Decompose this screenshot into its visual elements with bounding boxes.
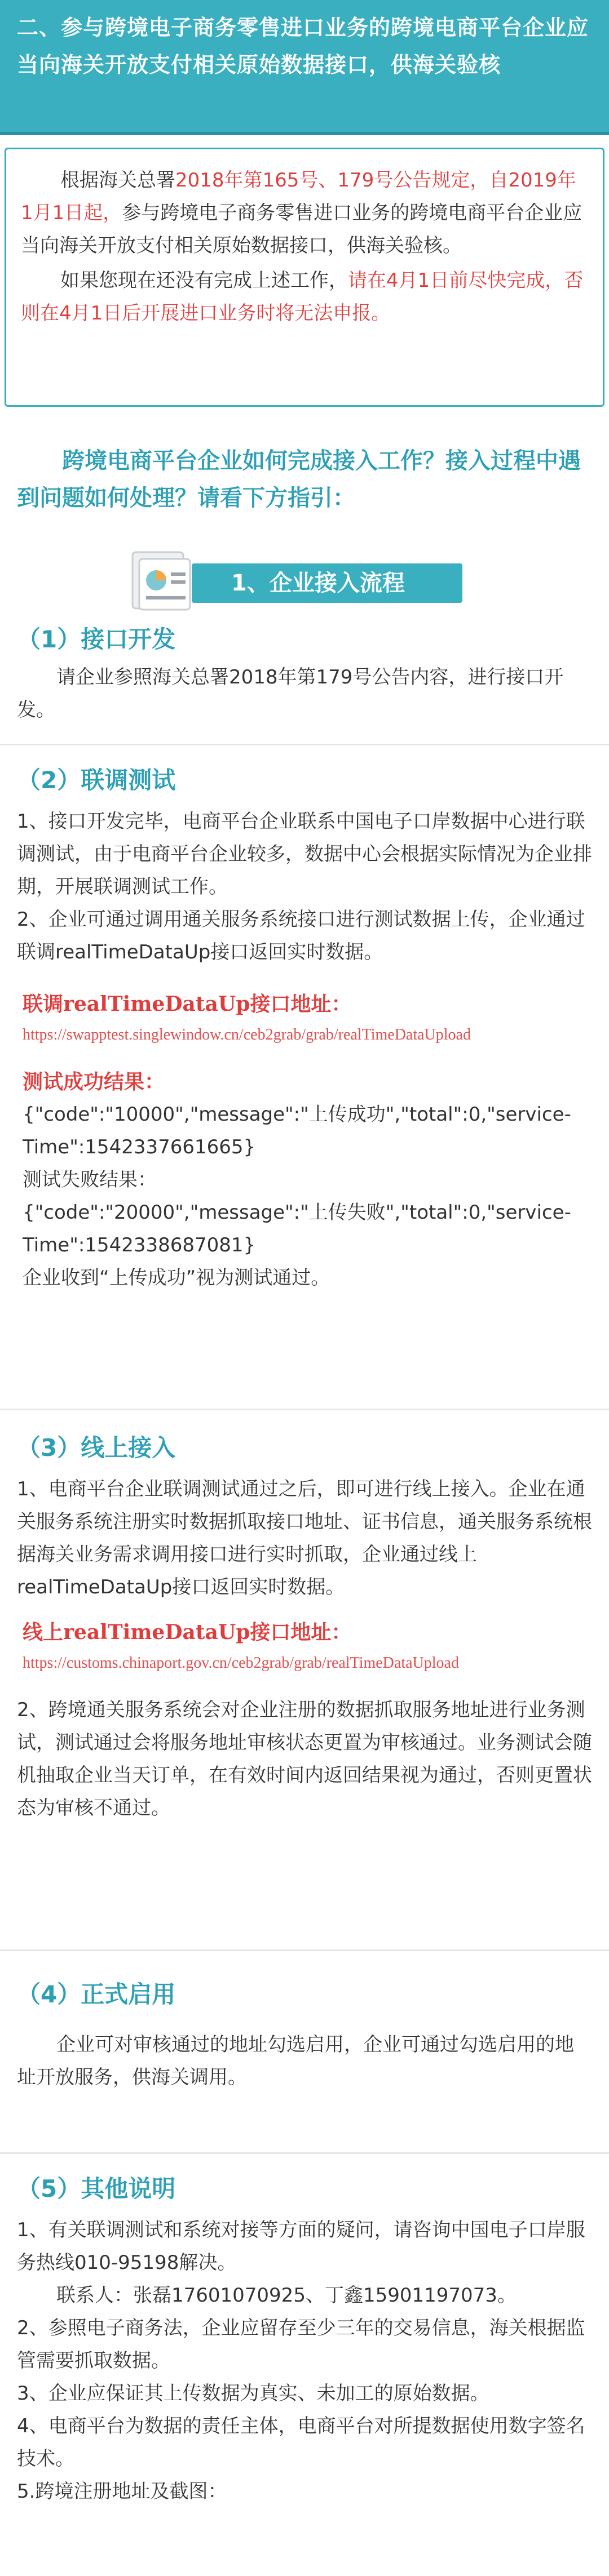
section-5-p3: 3、企业应保证其上传数据为真实、未加工的原始数据。 [17, 2382, 489, 2405]
section-5-p4: 4、电商平台为数据的责任主体，电商平台对所提数据使用数字签名技术。 [17, 2415, 585, 2470]
section-5-title: （5）其他说明 [17, 2175, 176, 2202]
banner-title: 二、参与跨境电子商务零售进口业务的跨境电商平台企业应当向海关开放支付相关原始数据接口，供海关验核 [17, 15, 589, 77]
test-addr-url[interactable]: https://swapptest.singlewindow.cn/ceb2grab/grab/realTimeDataUpload [23, 1026, 471, 1043]
document-chart-icon [127, 541, 211, 614]
section-1-title: （1）接口开发 [17, 625, 176, 653]
section-1-body: 请企业参照海关总署2018年第179号公告内容，进行接口开发。 [17, 666, 564, 721]
section-4-body: 企业可对审核通过的地址勾选启用，企业可通过勾选启用的地址开放服务，供海关调用。 [17, 2033, 574, 2089]
success-label: 测试成功结果： [23, 1070, 165, 1094]
divider [0, 1409, 609, 1410]
section-2-title: （2）联调测试 [17, 766, 176, 794]
section-5-contact: 联系人：张磊17601070925、丁鑫15901197073。 [56, 2284, 517, 2307]
section-interface-dev [0, 623, 609, 726]
intro-paragraph-2: 如果您现在还没有完成上述工作，请在4月1日前尽快完成，否则在4月1日后开展进口业务时将无法申报。 [21, 269, 584, 325]
divider [0, 744, 609, 745]
section-joint-test [0, 763, 609, 1294]
section-other-notes [0, 2172, 609, 2508]
section-5-p5: 5.跨境注册地址及截图： [17, 2480, 227, 2503]
online-addr-url[interactable]: https://customs.chinaport.gov.cn/ceb2grab/grab/realTimeDataUpload [23, 1654, 459, 1672]
section-banner [0, 0, 609, 135]
intro-paragraph-1: 根据海关总署2018年第165号、179号公告规定，自2019年1月1日起，参与跨境电子商务零售进口业务的跨境电商平台企业应当向海关开放支付相关原始数据接口，供海关验核。 [21, 169, 582, 257]
section-2-p2: 2、企业可通过调用通关服务系统接口进行测试数据上传，企业通过联调realTimeDataUp接口返回实时数据。 [17, 908, 585, 963]
section-3-title: （3）线上接入 [17, 1434, 176, 1462]
section-4-title: （4）正式启用 [17, 1980, 176, 2008]
flow-label-tag [192, 563, 462, 603]
section-formal-launch [0, 1978, 609, 2094]
intro-box [5, 148, 604, 407]
guide-heading: 跨境电商平台企业如何完成接入工作？接入过程中遇到问题如何处理？请看下方指引： [0, 442, 609, 517]
section-5-p1: 1、有关联调测试和系统对接等方面的疑问，请咨询中国电子口岸服务热线010-95198解决。 [17, 2219, 585, 2274]
fail-json: {"code":"20000","message":"上传失败","total":0,"service-Time":1542338687081} [23, 1201, 571, 1256]
online-addr-label: 线上realTimeDataUp接口地址： [23, 1620, 352, 1644]
flow-label-text: 1、企业接入流程 [231, 570, 405, 596]
test-addr-label: 联调realTimeDataUp接口地址： [23, 992, 352, 1016]
divider [0, 1949, 609, 1951]
section-online-access [0, 1431, 609, 1824]
section-3-p2: 2、跨境通关服务系统会对企业注册的数据抓取服务地址进行业务测试，测试通过会将服务地址审核状态更置为审核通过。业务测试会随机抽取企业当天订单，在有效时间内返回结果视为通过，否则更置状态为审核不通过。 [17, 1699, 592, 1819]
section-5-p2: 2、参照电子商务法，企业应留存至少三年的交易信息，海关根据监管需要抓取数据。 [17, 2317, 585, 2372]
success-json: {"code":"10000","message":"上传成功","total":0,"service-Time":1542337661665} [23, 1103, 571, 1158]
fail-label: 测试失败结果： [23, 1169, 157, 1191]
test-pass-note: 企业收到“上传成功”视为测试通过。 [23, 1267, 330, 1289]
section-2-p1: 1、接口开发完毕，电商平台企业联系中国电子口岸数据中心进行联调测试，由于电商平台企业较多，数据中心会根据实际情况为企业排期，开展联调测试工作。 [17, 810, 592, 898]
section-3-p1: 1、电商平台企业联调测试通过之后，即可进行线上接入。企业在通关服务系统注册实时数据抓取接口地址、证书信息，通关服务系统根据海关业务需求调用接口进行实时抓取，企业通过线上realTimeDataUp接口返回实时数据。 [17, 1478, 592, 1598]
divider [0, 2152, 609, 2154]
